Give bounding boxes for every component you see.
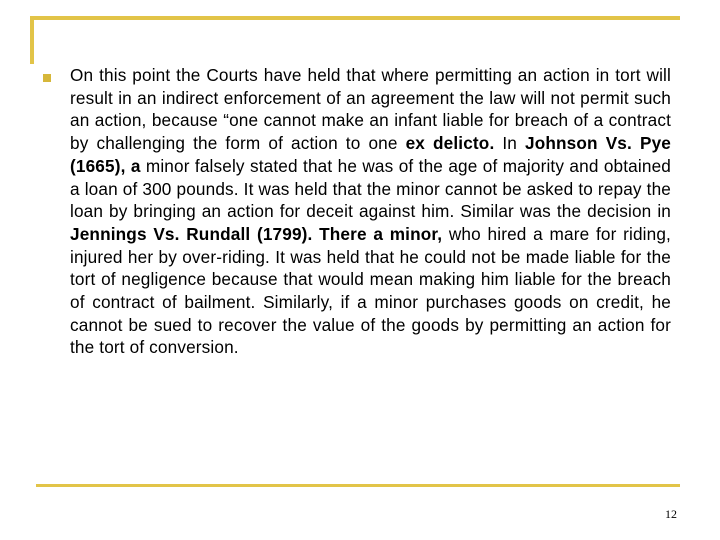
text-run: who hired a mare for riding, injured her by over-riding. It was held that he could not be made liable for the tort of negligence because that would mean making him liable for the breach of contract of bailment. Similarly, if a minor purchases goods on credit, he cannot be sued to recover the value of the goods by permitting an action for the tort of conversion.: [70, 223, 671, 358]
text-run: minor falsely stated that he was of the age of majority and obtained a loan of 300 pounds. It was held that the minor cannot be asked to repay the loan by bringing an action for deceit against him. Similar was the decision in: [70, 155, 671, 222]
case-name-jennings-vs-rundall: Jennings Vs. Rundall (1799). There a minor,: [70, 223, 443, 244]
case-name-johnson-vs-pye: Johnson Vs. Pye (1665), a: [70, 133, 671, 176]
body-paragraph: [70, 64, 671, 359]
bold-term-ex-delicto: ex delicto.: [405, 133, 495, 154]
frame-vertical-line: [30, 16, 34, 64]
square-bullet-icon: [43, 74, 51, 82]
page-number: 12: [665, 507, 677, 521]
text-run: In: [494, 133, 526, 154]
frame-bottom-line: [36, 484, 680, 487]
frame-top-line: [30, 16, 680, 20]
text-run: On this point the Courts have held that where permitting an action in tort will result in an indirect enforcement of an agreement the law will not permit such an action, because “one cannot make an infant liable for breach of a contract by challenging the form of action to one: [70, 65, 671, 154]
